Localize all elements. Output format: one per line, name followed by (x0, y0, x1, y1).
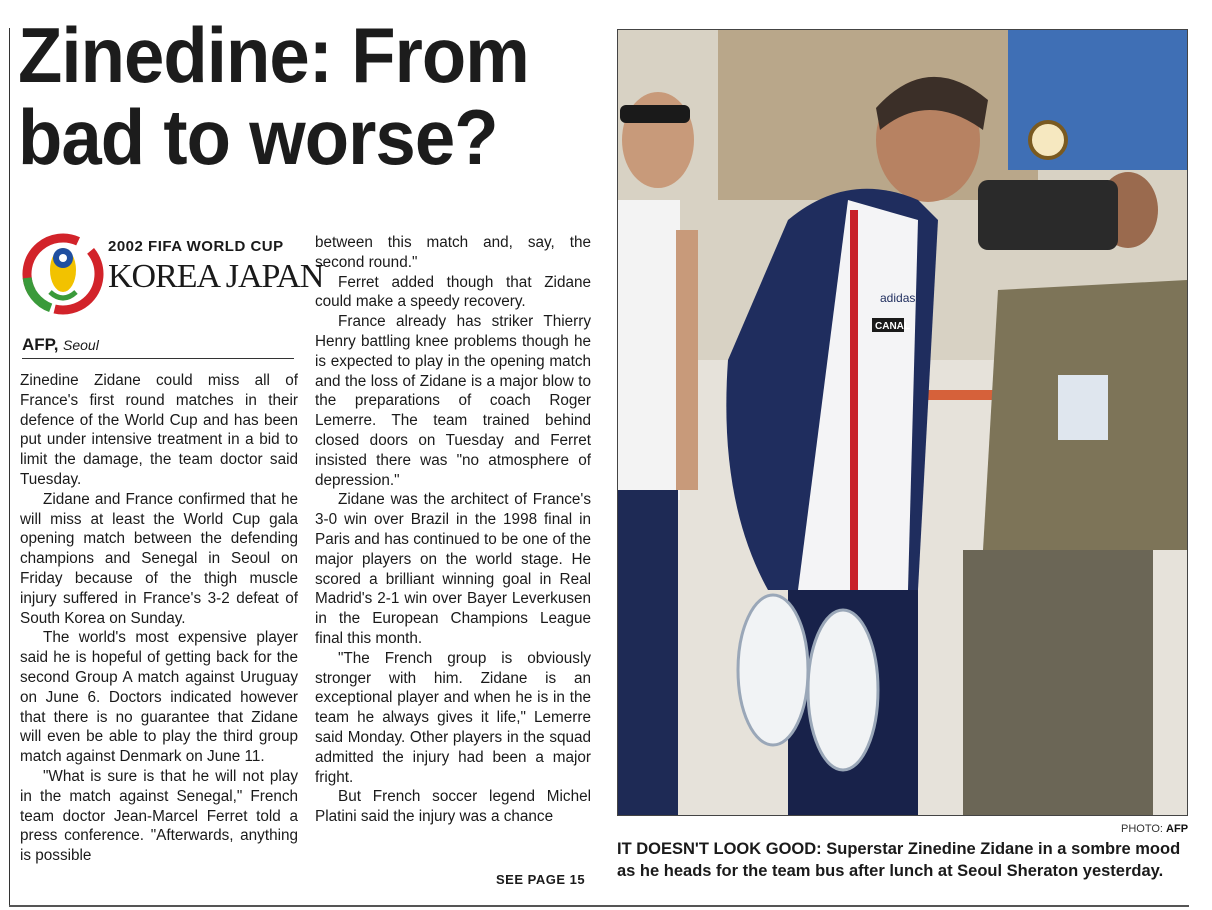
jacket-text-2: CANAL (875, 321, 910, 332)
paragraph: "What is sure is that he will not play in the match against Senegal," French team doctor Jean-Marcel Ferret told a press conference. "Afterwards, anything is possible (20, 767, 298, 865)
photo-credit-source: AFP (1166, 823, 1189, 835)
photo-credit-label: PHOTO: (1121, 823, 1163, 835)
caption-kicker: IT DOESN'T LOOK GOOD: (617, 840, 822, 858)
paragraph: Zidane and France confirmed that he will miss at least the World Cup gala opening match between the defending champions and Senegal in Seoul on Friday because of the thigh muscle injury suffered in France's 3-2 defeat of South Korea on Sunday. (20, 490, 298, 627)
paragraph: Zinedine Zidane could miss all of France's first round matches in their defence of the World Cup and has been put under intensive treatment in a bid to limit the damage, the team doctor said Tuesday. (20, 372, 298, 488)
world-cup-emblem-icon (20, 230, 106, 318)
headline: Zinedine: From bad to worse? (18, 11, 529, 181)
jacket-text-1: adidas (880, 291, 916, 305)
paragraph: France already has striker Thierry Henry battling knee problems though he is expected to play in the opening match and the loss of Zidane is a major blow to the preparations of coach Roger Lemerre. The team trained behind closed doors on Tuesday and Ferret insisted there was "no atmosphere of depression." (315, 313, 591, 489)
paragraph: Ferret added though that Zidane could make a speedy recovery. (315, 273, 591, 311)
world-cup-logo (20, 228, 324, 320)
jump-line: SEE PAGE 15 (496, 872, 586, 887)
paragraph: The world's most expensive player said he is hopeful of getting back for the second Group A match against Uruguay on June 6. Doctors indicated however that there is no guarantee that Zidane will even be able to play the third group match against Denmark on June 11. (20, 629, 298, 766)
photo-credit (1121, 823, 1188, 835)
news-photo (617, 29, 1188, 816)
paragraph: between this match and, say, the second round." (315, 234, 591, 271)
paragraph: Zidane was the architect of France's 3-0 win over Brazil in the 1998 final in Paris and has continued to be one of the major players on the world stage. He scored a brilliant winning goal in Real Madrid's 2-1 win over Bayer Leverkusen in the European Champions League final this month. (315, 491, 591, 647)
logo-host-line: KOREA JAPAN (108, 258, 324, 295)
caption-text: Superstar Zinedine Zidane in a sombre mood as he heads for the team bus after lunch at Seoul Sheraton yesterday. (617, 840, 1181, 880)
article-column-1 (20, 371, 298, 907)
photo-caption (617, 838, 1189, 882)
logo-year-line: 2002 FIFA WORLD CUP (108, 238, 284, 255)
photo-illustration (618, 30, 1187, 815)
bottom-rule (9, 905, 1189, 907)
paragraph: But French soccer legend Michel Platini said the injury was a chance (315, 788, 591, 826)
byline (22, 335, 294, 359)
left-column-rule (9, 28, 10, 906)
paragraph: "The French group is obviously stronger with him. Zidane is an exceptional player and when he is in the team he always gives it life," Lemerre said Monday. Other players in the squad admitted the injury had been a major fright. (315, 649, 591, 786)
byline-agency: AFP, (22, 335, 59, 354)
article-column-2 (315, 233, 591, 865)
byline-location: Seoul (63, 337, 99, 353)
